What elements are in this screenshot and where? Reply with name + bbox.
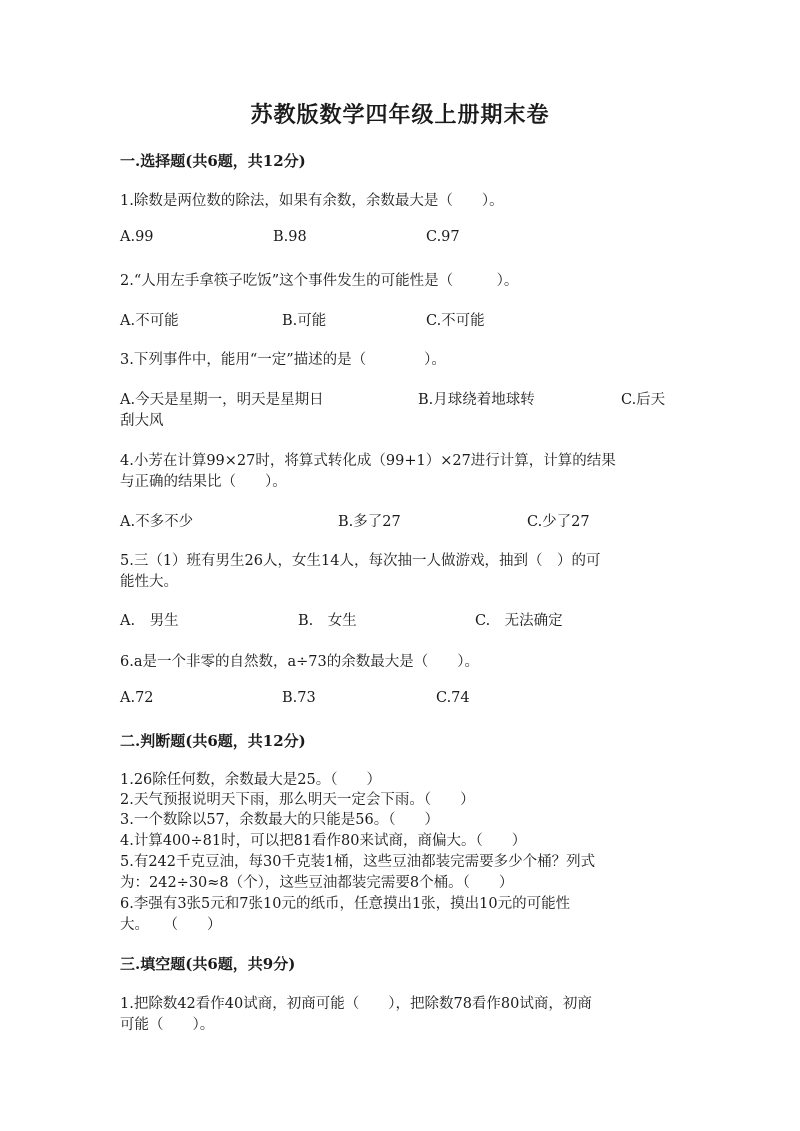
- question-stem: 3.下列事件中，能用“一定”描述的是（ ）。: [120, 352, 446, 368]
- judgement-line: 2.天气预报说明天下雨，那么明天一定会下雨。（ ）: [120, 792, 475, 808]
- question-stem: 6.a是一个非零的自然数，a÷73的余数最大是（ ）。: [120, 654, 479, 670]
- fill-blank-line: 可能（ ）。: [120, 1017, 215, 1033]
- option-a: A.99: [120, 229, 154, 245]
- option-b: B.98: [273, 229, 307, 245]
- question-stem: 2.“人用左手拿筷子吃饭”这个事件发生的可能性是（ ）。: [120, 273, 519, 289]
- option-a: A. 男生: [120, 613, 179, 629]
- question-stem: 5.三（1）班有男生26人，女生14人，每次抽一人做游戏，抽到（ ）的可: [120, 553, 601, 569]
- judgement-line: 大。 （ ）: [120, 917, 222, 933]
- question-stem: 1.除数是两位数的除法，如果有余数，余数最大是（ ）。: [120, 193, 504, 209]
- option-b: B.多了27: [338, 514, 401, 530]
- option-a: A.72: [120, 690, 154, 706]
- section-heading-choice: 一.选择题(共6题，共12分): [120, 152, 306, 170]
- judgement-line: 6.李强有3张5元和7张10元的纸币，任意摸出1张，摸出10元的可能性: [120, 896, 571, 912]
- option-c: C.97: [426, 229, 460, 245]
- judgement-line: 为：242÷30≈8（个），这些豆油都装完需要8个桶。（ ）: [120, 875, 514, 891]
- option-b: B.73: [282, 690, 316, 706]
- fill-blank-line: 1.把除数42看作40试商，初商可能（ ），把除数78看作80试商，初商: [120, 996, 592, 1012]
- option-c: C.后天: [621, 392, 666, 408]
- question-stem: 4.小芳在计算99×27时，将算式转化成（99+1）×27进行计算，计算的结果: [120, 453, 616, 469]
- question-stem-continuation: 能性大。: [120, 574, 178, 590]
- option-b: B. 女生: [298, 613, 357, 629]
- option-c: C.74: [436, 690, 470, 706]
- judgement-line: 4.计算400÷81时，可以把81看作80来试商，商偏大。（ ）: [120, 833, 527, 849]
- option-c: C.不可能: [426, 313, 485, 329]
- judgement-line: 5.有242千克豆油，每30千克装1桶，这些豆油都装完需要多少个桶？列式: [120, 854, 596, 870]
- section-heading-judgement: 二.判断题(共6题，共12分): [120, 732, 306, 750]
- option-c: C. 无法确定: [475, 613, 563, 629]
- judgement-line: 3.一个数除以57，余数最大的只能是56。（ ）: [120, 812, 439, 828]
- option-c-continuation: 刮大风: [120, 413, 164, 429]
- question-stem-continuation: 与正确的结果比（ ）。: [120, 474, 287, 490]
- option-b: B.可能: [282, 313, 327, 329]
- option-b: B.月球绕着地球转: [418, 392, 535, 408]
- page-title: 苏教版数学四年级上册期末卷: [250, 102, 550, 128]
- option-a: A.不可能: [120, 313, 179, 329]
- option-a: A.不多不少: [120, 514, 194, 530]
- option-c: C.少了27: [527, 514, 590, 530]
- judgement-line: 1.26除任何数，余数最大是25。（ ）: [120, 772, 381, 788]
- section-heading-fill-blank: 三.填空题(共6题，共9分): [120, 955, 296, 973]
- option-a: A.今天是星期一，明天是星期日: [120, 392, 324, 408]
